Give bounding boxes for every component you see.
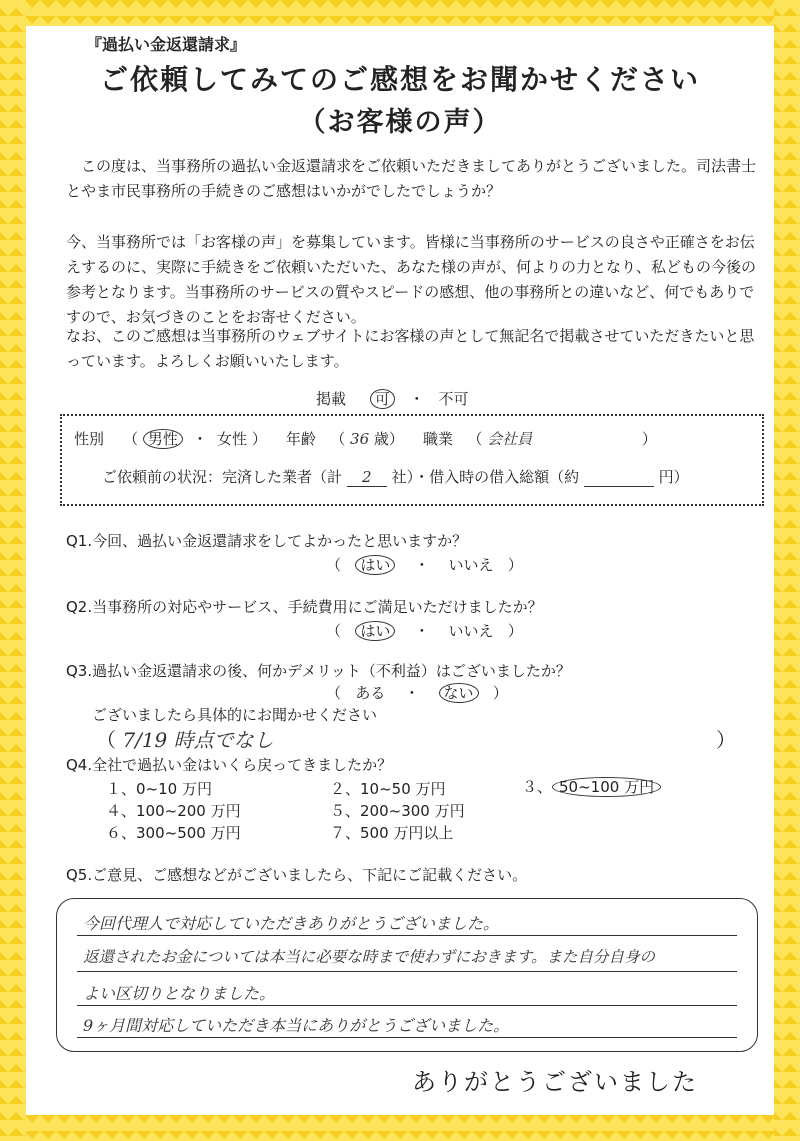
- q3-no-option[interactable]: ない: [439, 683, 479, 703]
- q3-detail-prompt: ございましたら具体的にお聞かせください: [92, 706, 378, 724]
- q1-question: Q1.今回、過払い金返還請求をしてよかったと思いますか？: [66, 532, 468, 550]
- q1-no-option[interactable]: いいえ: [448, 556, 494, 574]
- q4-option-4[interactable]: ４、100~200 万円: [106, 802, 241, 820]
- comment-text-2: 返還されたお金については本当に必要な時まで使わずにおきます。また自分自身の: [83, 948, 655, 966]
- q4-option-7[interactable]: ７、500 万円以上: [330, 824, 454, 842]
- comment-line: [77, 935, 737, 936]
- intro-paragraph-3: なお、このご感想は当事務所のウェブサイトにお客様の声として無記名で掲載させていただきたいと思っています。よろしくお願いいたします。: [66, 327, 755, 370]
- q4-question: Q4.全社で過払い金はいくら戻ってきましたか？: [66, 756, 393, 774]
- questionnaire-sheet: [26, 26, 774, 1115]
- comment-text-1: 今回代理人で対応していただきありがとうございました。: [83, 914, 500, 933]
- page-title: ご依頼してみてのご感想をお聞かせください: [99, 63, 700, 96]
- age-label: 年齢: [285, 430, 316, 448]
- q1-yes-option[interactable]: はい: [355, 555, 395, 575]
- q2-answer: [326, 620, 523, 641]
- situation-label: ご依頼前の状況：完済した業者（計: [102, 468, 343, 486]
- borrow-amount-field[interactable]: [584, 468, 654, 487]
- border-right: [774, 0, 800, 1141]
- age-unit: 歳: [373, 430, 389, 448]
- comment-text-4: 9ヶ月間対応していただき本当にありがとうございました。: [83, 1016, 510, 1035]
- publish-consent: [316, 388, 469, 409]
- paren-open: （: [326, 622, 342, 640]
- q4-option-5[interactable]: ５、200~300 万円: [330, 802, 465, 820]
- header-tag: 『過払い金返還請求』: [86, 35, 247, 54]
- border-top: [0, 0, 800, 26]
- q4-option-1[interactable]: １、0~10 万円: [106, 780, 212, 798]
- q4-option-3[interactable]: [522, 776, 661, 797]
- page-subtitle: （お客様の声）: [298, 107, 502, 138]
- company-count-field[interactable]: 2: [347, 468, 387, 487]
- consent-no-option[interactable]: 不可: [438, 390, 469, 408]
- paren-open: （: [96, 728, 116, 752]
- paren-close: ）: [641, 430, 657, 448]
- consent-yes-option[interactable]: 可: [370, 389, 395, 409]
- separator-dot: ・: [404, 684, 420, 702]
- q3-yes-option[interactable]: ある: [355, 684, 386, 702]
- amount-unit-label: 円）: [658, 468, 689, 486]
- consent-label: 掲載: [316, 390, 347, 408]
- comment-line: [77, 1037, 737, 1038]
- q1-answer: [326, 554, 523, 575]
- company-unit-label: 社）・借入時の借入総額（約: [391, 468, 580, 486]
- comment-text-3: よい区切りとなりました。: [83, 984, 276, 1003]
- comment-box[interactable]: [56, 898, 758, 1052]
- q5-question: Q5.ご意見、ご感想などがございましたら、下記にご記載ください。: [66, 866, 528, 884]
- paren-close: ）: [507, 622, 523, 640]
- q2-yes-option[interactable]: はい: [355, 621, 395, 641]
- border-bottom: [0, 1115, 800, 1141]
- separator-dot: ・: [414, 622, 430, 640]
- respondent-info-box: [60, 414, 764, 506]
- paren-open: （: [326, 556, 342, 574]
- comment-line: [77, 971, 737, 972]
- q3-answer: [326, 682, 508, 703]
- respondent-row-1: [74, 428, 657, 449]
- paren-close: ）: [251, 430, 267, 448]
- border-left: [0, 0, 26, 1141]
- q4-option-3-number: ３、: [522, 778, 553, 796]
- paren-open: （: [326, 684, 342, 702]
- paren-open: （: [467, 430, 483, 448]
- paren-open: （: [123, 430, 139, 448]
- respondent-row-2: [102, 466, 689, 487]
- gender-female-option[interactable]: 女性: [217, 430, 248, 448]
- intro-paragraph-1: この度は、当事務所の過払い金返還請求をご依頼いただきましてありがとうございました。司法書士とやま市民事務所の手続きのご感想はいかがでしたでしょうか？: [66, 157, 757, 200]
- gender-male-option[interactable]: 男性: [143, 429, 183, 449]
- age-value[interactable]: 36: [350, 430, 370, 448]
- paren-close: ）: [492, 684, 508, 702]
- q4-option-3-selected: 50~100 万円: [552, 777, 661, 797]
- paren-close: ）: [507, 556, 523, 574]
- separator-dot: ・: [414, 556, 430, 574]
- job-value[interactable]: 会社員: [487, 430, 533, 448]
- paren-open: （: [330, 430, 346, 448]
- q2-question: Q2.当事務所の対応やサービス、手続費用にご満足いただけましたか？: [66, 598, 543, 616]
- separator-dot: ・: [192, 430, 208, 448]
- q2-no-option[interactable]: いいえ: [448, 622, 494, 640]
- paren-close: ）: [388, 430, 404, 448]
- job-label: 職業: [423, 430, 454, 448]
- closing-thanks: ありがとうございました: [412, 1068, 698, 1096]
- gender-label: 性別: [74, 430, 105, 448]
- q3-detail-value[interactable]: 7/19 時点でなし: [122, 728, 274, 752]
- intro-paragraph-2: 今、当事務所では「お客様の声」を募集しています。皆様に当事務所のサービスの良さや正確さをお伝えするのに、実際に手続きをご依頼いただいた、あなた様の声が、何よりの力となり、私どもの今後の参考となります。当事務所のサービスの質やスピードの感想、他の事務所との違いなど、何でもありですので、お気づきのことをお寄せください。: [66, 233, 757, 326]
- q4-option-6[interactable]: ６、300~500 万円: [106, 824, 241, 842]
- q4-option-2[interactable]: ２、10~50 万円: [330, 780, 446, 798]
- q3-detail-answer: [96, 724, 274, 753]
- q3-detail-close: ）: [716, 728, 736, 752]
- q3-question: Q3.過払い金返還請求の後、何かデメリット（不利益）はございましたか？: [66, 662, 571, 680]
- consent-separator: ・: [409, 390, 425, 408]
- comment-line: [77, 1005, 737, 1006]
